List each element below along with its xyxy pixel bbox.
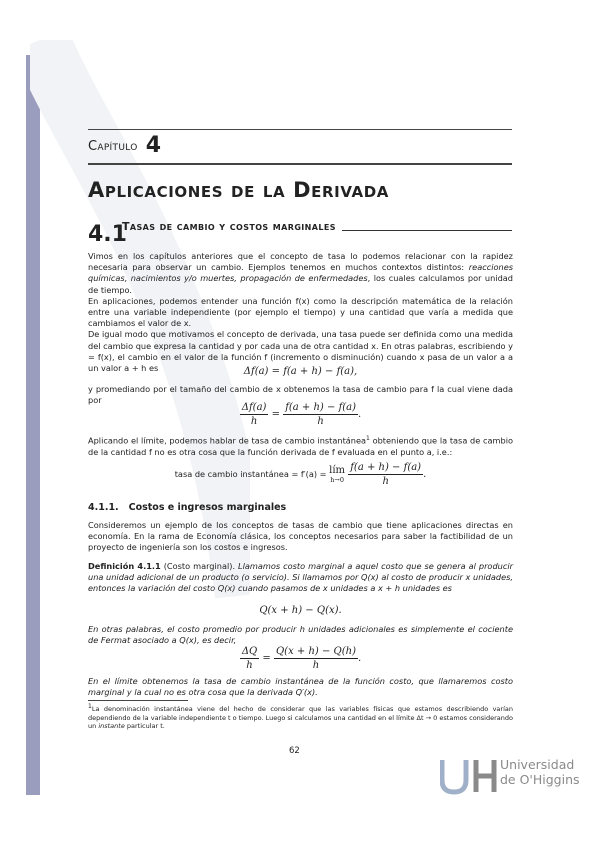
- subsection-heading: 4.1.1. Costos e ingresos marginales: [88, 502, 287, 513]
- paragraph-6: Consideremos un ejemplo de los conceptos de tasas de cambio que tiene aplicaciones directas en economía. En la rama de Economía clásica, los conceptos necesarios para saber la factibilidad de un proyecto de ingeniería son los costos e ingresos.: [88, 520, 513, 553]
- chapter-number: 4: [145, 133, 162, 158]
- paragraph-1: Vimos en los capítulos anteriores que el concepto de tasa lo podemos relacionar con la rapidez necesaria para observar un cambio. Ejemplos tenemos en muchos contextos distintos: reacciones químicas, nacimientos y/o muertes, propagación de enfermedades, los cuales calculamos por unidad de tiempo. En aplicaciones, podemos entender una función f(x) como la descripción matemática de la relación entre una variable independiente (por ejemplo el tiempo) y una cantidad que varía a medida que cambiamos el valor de x. De igual modo que motivamos el concepto de derivada, una tasa puede ser definida como una medida del cambio que expresa la cantidad y por cada una de otra cantidad x. En otras palabras, escribiendo y = f(x), el cambio en el valor de la función f (incremento o disminución) cuando x pasa de un valor a a un valor a + h es: [88, 251, 513, 374]
- paragraph-3: De igual modo que motivamos el concepto de derivada, una tasa puede ser definida como una medida del cambio que expresa la cantidad y por cada una de otra cantidad x. En otras palabras, escribiendo y = f(x), el cambio en el valor de la función f (incremento o disminución) cuando x pasa de un valor a a un valor a + h es: [88, 329, 513, 374]
- paragraph-2: En aplicaciones, podemos entender una función f(x) como la descripción matemática de la relación entre una variable independiente (por ejemplo el tiempo) y una cantidad que varía a medida que cambiamos el valor de x.: [88, 295, 513, 329]
- chapter-word: Capítulo: [88, 139, 138, 154]
- equation-cost-variation: Q(x + h) − Q(x).: [259, 605, 342, 616]
- paragraph-4: y promediando por el tamaño del cambio de x obtenemos la tasa de cambio para f la cual viene dada por: [88, 384, 513, 406]
- paragraph-5: Aplicando el límite, podemos hablar de tasa de cambio instantánea$^1$ obteniendo que la tasa de cambio de la cantidad f no es otra cosa que la función derivada de f evaluada en el punto a, i.e.:: [88, 435, 513, 457]
- definition-name: (Costo marginal).: [163, 561, 236, 571]
- chapter-rule: [88, 163, 512, 165]
- definition-label: Definición 4.1.1: [88, 561, 161, 571]
- university-name: Universidad de O'Higgins: [500, 757, 580, 787]
- equation-delta-f: Δf(a) = f(a + h) − f(a),: [243, 366, 358, 377]
- top-rule: [88, 129, 512, 130]
- definition-block: Definición 4.1.1 (Costo marginal). Llamamos costo marginal a aquel costo que se genera al producir una unidad adicional de un producto (o servicio). Si llamamos por Q(x) al costo de producir x unidades, entonces la variación del costo Q(x) cuando pasamos de x unidades a x + h unidades es: [88, 561, 513, 594]
- equation-instantaneous: tasa de cambio instantánea = f′(a) = lím h→0 $\frac{f(a + h) - f(a)}{h}$ .: [174, 462, 427, 487]
- equation-rate: $\frac{\Delta f(a)}{h}$ = $\frac{f(a + h) - f(a)}{h}$ .: [241, 402, 362, 427]
- footnote-rule: [88, 700, 188, 701]
- chapter-title: Aplicaciones de la Derivada: [88, 178, 390, 202]
- section-title: Tasas de cambio y costos marginales: [122, 220, 336, 233]
- definition-text-3: En el límite obtenemos la tasa de cambio instantánea de la función costo, que llamaremos costo marginal y la cual no es otra cosa que la derivada Q′(x).: [88, 676, 513, 698]
- footnote: $^1$La denominación instantánea viene del hecho de considerar que las variables físicas que estamos describiendo varían dependiendo de la variable independiente t o tiempo. Luego si calculamos una cantidad en el límite Δt → 0 estamos considerando un instante particular t.: [88, 703, 513, 731]
- definition-text-2: En otras palabras, el costo promedio por producir h unidades adicionales es simplemente el cociente de Fermat asociado a Q(x), es decir,: [88, 624, 513, 646]
- section-rule: [342, 230, 512, 231]
- page-number: 62: [289, 746, 300, 756]
- chapter-label: [88, 133, 161, 158]
- section-number: 4.1: [88, 222, 127, 247]
- equation-fermat: $\frac{\Delta Q}{h}$ = $\frac{Q(x + h) - Q(h)}{h}$ .: [241, 646, 362, 671]
